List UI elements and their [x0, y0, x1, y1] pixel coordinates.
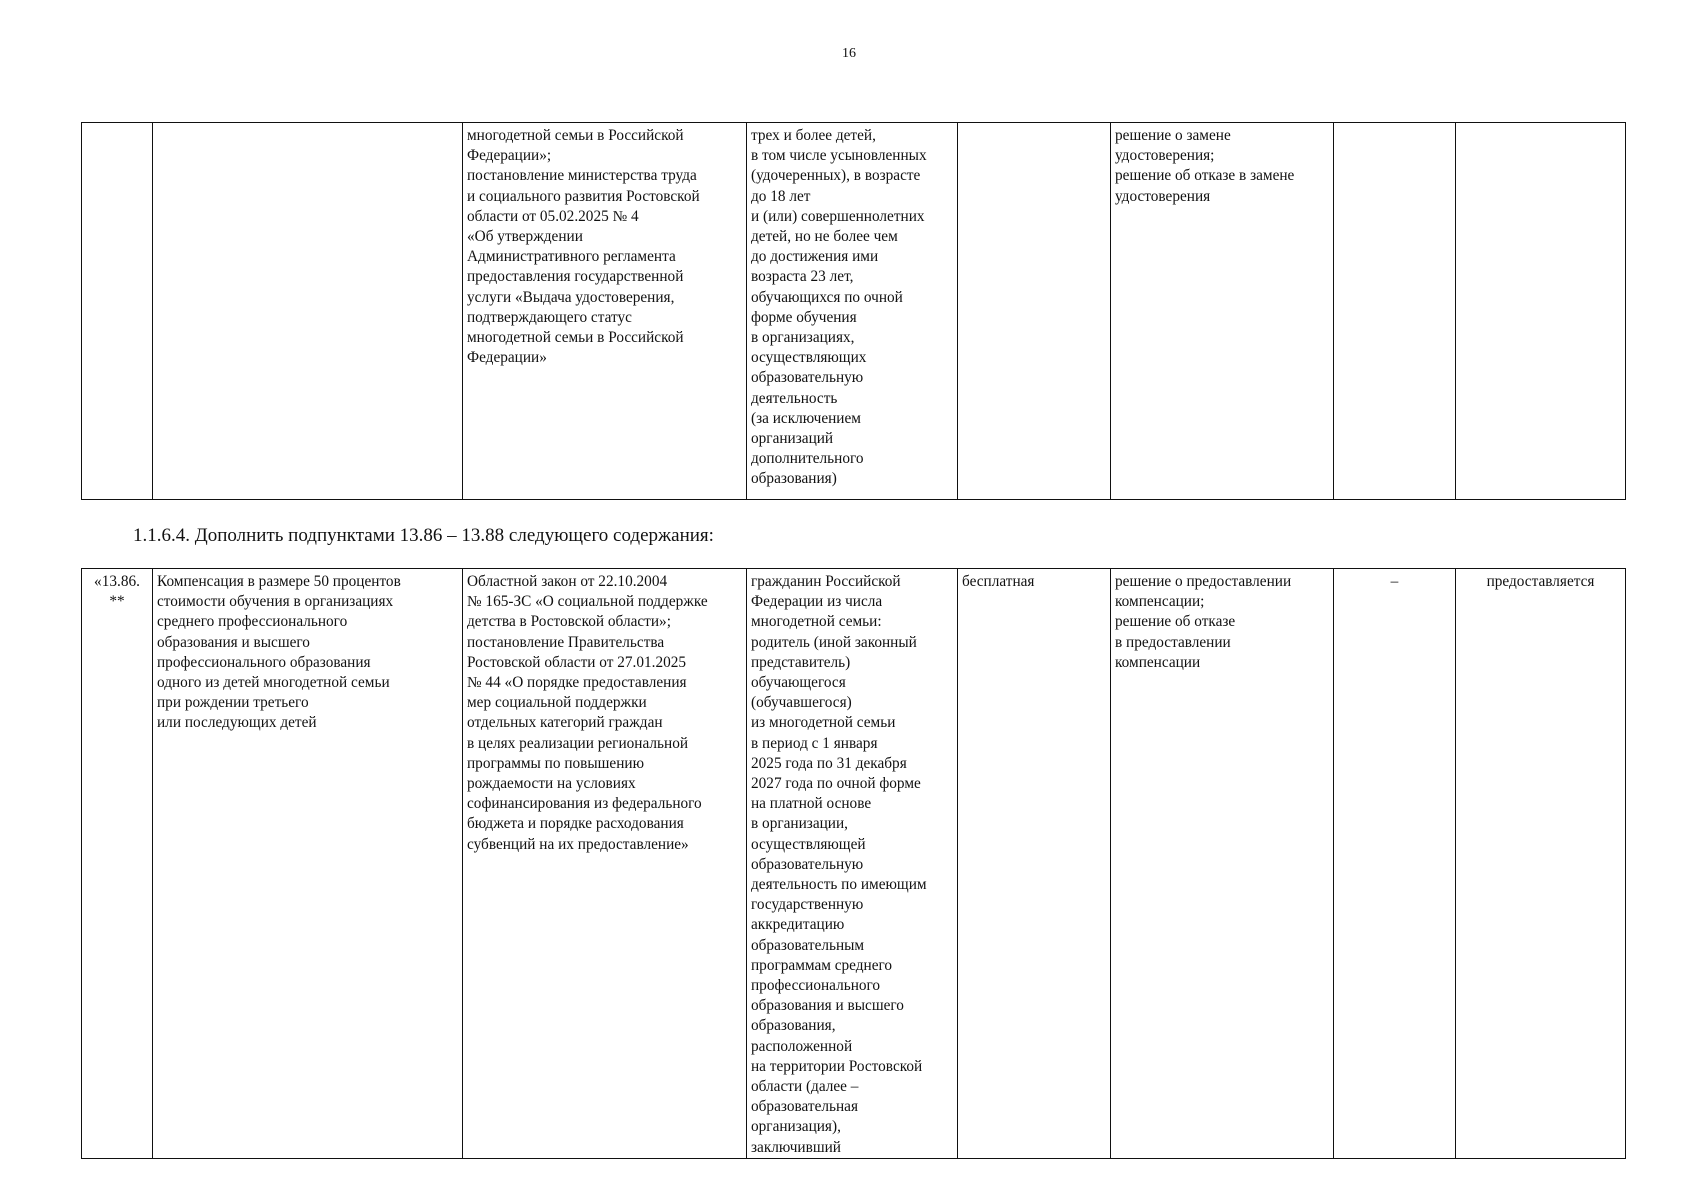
text-line: детства в Ростовской области»;: [467, 613, 671, 631]
cell-number: [82, 123, 153, 500]
text-line: Ростовской области от 27.01.2025: [467, 653, 687, 671]
text-line: бесплатная: [962, 573, 1035, 590]
text-line: Административного регламента: [467, 248, 676, 266]
text-line: «13.86.: [94, 573, 140, 590]
text-line: многодетной семьи в Российской: [467, 329, 684, 347]
text-line: в организациях,: [751, 329, 855, 347]
cell-cost: [958, 123, 1111, 500]
text-line: бюджета и порядке расходования: [467, 815, 684, 833]
text-line: обучающихся по очной: [751, 288, 903, 306]
text-line: субвенций на их предоставление»: [467, 835, 689, 853]
cell-legal-basis: [463, 569, 747, 1159]
cell-service-name: [153, 123, 463, 500]
text-line: дополнительного: [751, 450, 864, 468]
text-line: деятельность: [751, 389, 838, 407]
text-line: образования и высшего: [157, 633, 310, 651]
cell-extra-1: [1334, 569, 1456, 1159]
text-line: (удочеренных), в возрасте: [751, 167, 921, 185]
text-line: из многодетной семьи: [751, 714, 896, 732]
text-line: образования): [751, 470, 837, 488]
text-line: услуги «Выдача удостоверения,: [467, 288, 675, 306]
text-line: в организации,: [751, 815, 848, 833]
text-line: компенсации: [1115, 653, 1201, 671]
text-line: решение о предоставлении: [1115, 573, 1292, 590]
text-line: –: [1390, 573, 1399, 590]
text-line: постановление министерства труда: [467, 167, 697, 185]
text-line: предоставления государственной: [467, 268, 684, 286]
text-line: области от 05.02.2025 № 4: [467, 207, 639, 225]
cell-legal-basis: [463, 123, 747, 500]
text-line: отдельных категорий граждан: [467, 714, 663, 732]
text-line: образовательным: [751, 936, 865, 954]
text-line: подтверждающего статус: [467, 308, 632, 326]
text-line: деятельность по имеющим: [751, 876, 927, 894]
text-line: и социального развития Ростовской: [467, 187, 700, 205]
text-line: удостоверения;: [1115, 147, 1215, 165]
text-line: удостоверения: [1115, 187, 1211, 205]
text-line: Областной закон от 22.10.2004: [467, 573, 668, 590]
text-line: родитель (иной законный: [751, 633, 917, 651]
text-line: аккредитацию: [751, 916, 845, 934]
text-line: и (или) совершеннолетних: [751, 207, 925, 225]
text-line: возраста 23 лет,: [751, 268, 854, 286]
cell-extra-1: [1334, 123, 1456, 500]
text-line: предоставляется: [1486, 573, 1595, 590]
text-line: до достижения ими: [751, 248, 879, 266]
text-line: постановление Правительства: [467, 633, 665, 651]
table-row: [82, 569, 1626, 1159]
text-line: компенсации;: [1115, 593, 1205, 611]
cell-service-name: [153, 569, 463, 1159]
text-line: образования,: [751, 1017, 836, 1035]
cell-cost: [958, 569, 1111, 1159]
text-line: многодетной семьи:: [751, 613, 882, 631]
text-line: (за исключением: [751, 409, 861, 427]
cell-extra-2: [1456, 569, 1626, 1159]
text-line: государственную: [751, 896, 864, 914]
new-items-table: [81, 568, 1626, 1159]
text-line: организация),: [751, 1118, 841, 1136]
text-line: трех и более детей,: [751, 127, 876, 144]
text-line: Федерации»: [467, 349, 547, 367]
text-line: профессионального: [751, 977, 881, 995]
text-line: Федерации»;: [467, 147, 552, 165]
text-line: Компенсация в размере 50 процентов: [157, 573, 401, 590]
text-line: стоимости обучения в организациях: [157, 593, 394, 611]
text-line: профессионального образования: [157, 653, 371, 671]
text-line: на платной основе: [751, 795, 872, 813]
text-line: образовательная: [751, 1098, 858, 1116]
text-line: рождаемости на условиях: [467, 775, 636, 793]
cell-number: [82, 569, 153, 1159]
cell-recipients: [747, 123, 958, 500]
text-line: в предоставлении: [1115, 633, 1231, 651]
text-line: до 18 лет: [751, 187, 811, 205]
text-line: образования и высшего: [751, 997, 904, 1015]
continued-table: [81, 122, 1626, 500]
text-line: детей, но не более чем: [751, 228, 898, 246]
text-line: многодетной семьи в Российской: [467, 127, 684, 144]
text-line: среднего профессионального: [157, 613, 348, 631]
text-line: (обучавшегося): [751, 694, 852, 712]
text-line: заключивший: [751, 1138, 841, 1156]
text-line: расположенной: [751, 1037, 853, 1055]
section-heading: 1.1.6.4. Дополнить подпунктами 13.86 – 13.88 следующего содержания:: [133, 525, 714, 546]
text-line: осуществляющей: [751, 835, 866, 853]
text-line: решение об отказе: [1115, 613, 1236, 631]
text-line: или последующих детей: [157, 714, 317, 732]
cell-recipients: [747, 569, 958, 1159]
cell-extra-2: [1456, 123, 1626, 500]
text-line: осуществляющих: [751, 349, 867, 367]
cell-result: [1111, 569, 1334, 1159]
text-line: гражданин Российской: [751, 573, 901, 590]
text-line: организаций: [751, 430, 834, 448]
text-line: 2025 года по 31 декабря: [751, 754, 907, 772]
text-line: **: [109, 593, 125, 611]
text-line: решение о замене: [1115, 127, 1231, 144]
text-line: № 44 «О порядке предоставления: [467, 674, 687, 692]
cell-result: [1111, 123, 1334, 500]
text-line: программы по повышению: [467, 754, 645, 772]
page-number: 16: [842, 46, 856, 61]
text-line: «Об утверждении: [467, 228, 583, 246]
text-line: мер социальной поддержки: [467, 694, 647, 712]
text-line: представитель): [751, 653, 851, 671]
text-line: в том числе усыновленных: [751, 147, 927, 165]
text-line: софинансирования из федерального: [467, 795, 702, 813]
text-line: программам среднего: [751, 956, 893, 974]
text-line: образовательную: [751, 855, 864, 873]
table-row: [82, 123, 1626, 500]
text-line: форме обучения: [751, 308, 857, 326]
text-line: при рождении третьего: [157, 694, 309, 712]
text-line: одного из детей многодетной семьи: [157, 674, 390, 692]
text-line: 2027 года по очной форме: [751, 775, 921, 793]
text-line: области (далее –: [751, 1078, 859, 1096]
text-line: на территории Ростовской: [751, 1057, 923, 1075]
text-line: решение об отказе в замене: [1115, 167, 1295, 185]
text-line: образовательную: [751, 369, 864, 387]
text-line: в целях реализации региональной: [467, 734, 689, 752]
text-line: обучающегося: [751, 674, 846, 692]
text-line: № 165-ЗС «О социальной поддержке: [467, 593, 708, 611]
text-line: Федерации из числа: [751, 593, 883, 611]
text-line: в период с 1 января: [751, 734, 878, 752]
